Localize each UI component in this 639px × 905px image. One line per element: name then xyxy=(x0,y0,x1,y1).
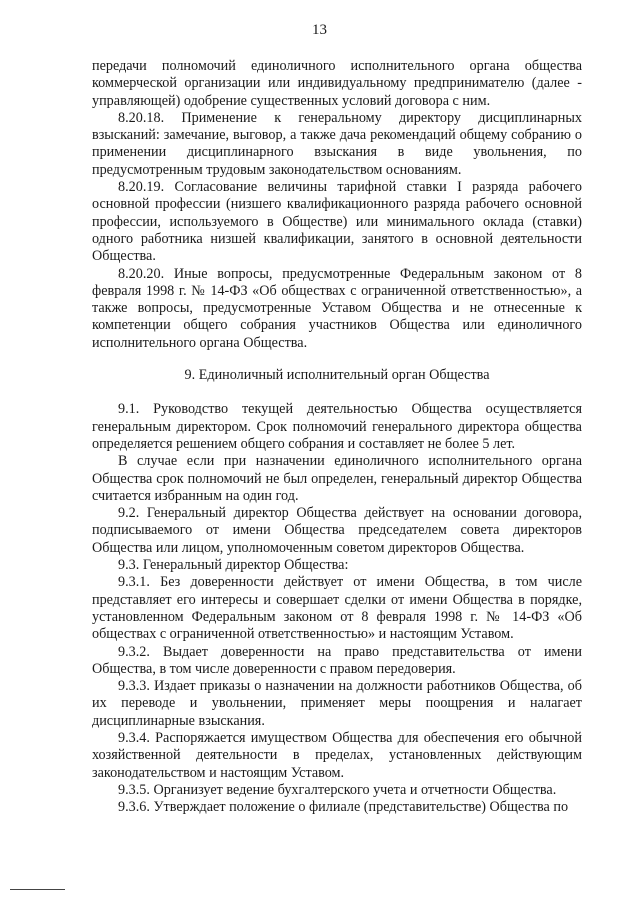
paragraph-8-20-18: 8.20.18. Применение к генеральному директору дисциплинарных взысканий: замечание, выговор, а также дача рекомендаций общему собранию о применении дисциплинарного взыскания в виде увольнения, по предусмотренным трудовым законодательством основаниям. xyxy=(92,109,582,178)
paragraph-9-2: 9.2. Генеральный директор Общества действует на основании договора, подписываемого от имени Общества председателем совета директоров Общества или лицом, уполномоченным советом директоров Общества. xyxy=(92,505,582,556)
paragraph-9-1: 9.1. Руководство текущей деятельностью Общества осуществляется генеральным директором. Срок полномочий генерального директора общества определяется решением общего собрания и составляет не более 5 лет. xyxy=(92,401,582,452)
document-body xyxy=(92,58,582,816)
section-heading: 9. Единоличный исполнительный орган Общества xyxy=(184,367,490,384)
footer-divider xyxy=(10,889,65,890)
paragraph-8-20-19: 8.20.19. Согласование величины тарифной ставки I разряда рабочего основной профессии (низшего квалификационного разряда рабочего основной профессии, используемого в Обществе) или минимального оклада (ставки) одного работника низшей квалификации, занятого в основной деятельности Общества. xyxy=(92,179,582,265)
paragraph-9-1-term: В случае если при назначении единоличного исполнительного органа Общества срок полномочий не был определен, генеральный директор Общества считается избранным на один год. xyxy=(92,453,582,504)
paragraph-9-3-1: 9.3.1. Без доверенности действует от имени Общества, в том числе представляет его интересы и совершает сделки от имени Общества в порядке, установленном Федеральным законом от 8 февраля 1998 г. № 14-ФЗ «Об обществах с ограниченной ответственностью» и настоящим Уставом. xyxy=(92,574,582,643)
paragraph-9-3-5: 9.3.5. Организует ведение бухгалтерского учета и отчетности Общества. xyxy=(118,781,557,798)
paragraph-9-3-2: 9.3.2. Выдает доверенности на право представительства от имени Общества, в том числе доверенности с правом передоверия. xyxy=(92,643,582,677)
page-number: 13 xyxy=(312,22,327,38)
paragraph-9-3-3: 9.3.3. Издает приказы о назначении на должности работников Общества, об их переводе и увольнении, применяет меры поощрения и налагает дисциплинарные взыскания. xyxy=(92,678,582,729)
paragraph-9-3-4: 9.3.4. Распоряжается имуществом Общества для обеспечения его обычной хозяйственной деятельности в пределах, установленных действующим законодательством и настоящим Уставом. xyxy=(92,729,582,781)
paragraph-9-3-6: 9.3.6. Утверждает положение о филиале (представительстве) Общества по xyxy=(118,799,569,816)
paragraph-8-20-20: 8.20.20. Иные вопросы, предусмотренные Федеральным законом от 8 февраля 1998 г. № 14-ФЗ «Об обществах с ограниченной ответственностью», а также вопросы, предусмотренные Уставом Общества и не отнесенные к компетенции общего собрания участников Общества или единоличного исполнительного органа Общества. xyxy=(92,265,582,351)
paragraph-9-3: 9.3. Генеральный директор Общества: xyxy=(118,557,349,574)
paragraph-continuation: передачи полномочий единоличного исполнительного органа общества коммерческой организации или индивидуальному предпринимателю (далее - управляющей) одобрение существенных условий договора с ним. xyxy=(92,58,582,109)
